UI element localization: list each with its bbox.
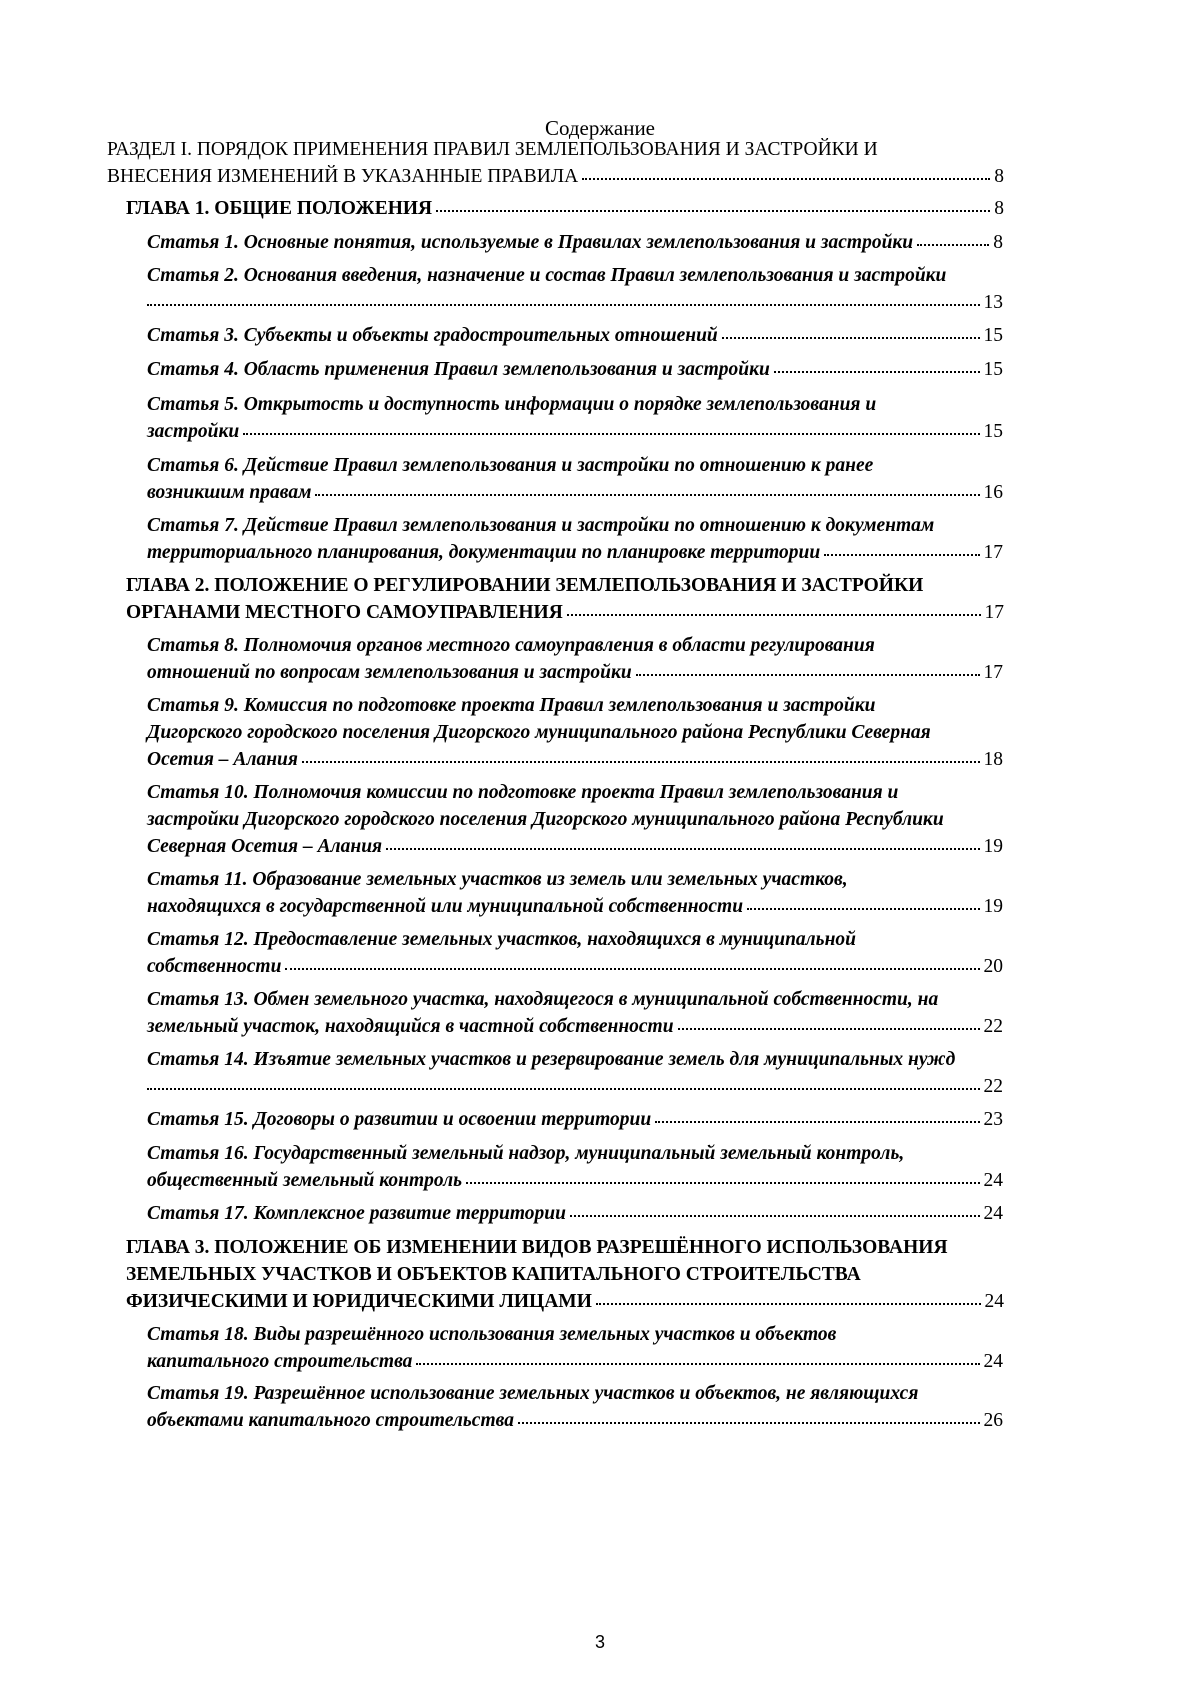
toc-entry-text: Дигорского городского поселения Дигорского муниципального района Республики Северная <box>147 722 931 743</box>
toc-entry[interactable] <box>147 1200 1003 1227</box>
toc-entry-text: Статья 8. Полномочия органов местного самоуправления в области регулирования <box>147 635 875 656</box>
toc-entry-text: Статья 13. Обмен земельного участка, находящегося в муниципальной собственности, на <box>147 989 939 1010</box>
toc-entry-page: 15 <box>983 359 1003 380</box>
toc-entry-text: Статья 6. Действие Правил землепользования и застройки по отношению к ранее <box>147 455 874 476</box>
toc-entry-page: 17 <box>983 542 1003 563</box>
toc-entry[interactable] <box>147 779 1003 860</box>
toc-entry-text: Статья 7. Действие Правил землепользования и застройки по отношению к документам <box>147 515 935 536</box>
toc-entry-page: 19 <box>983 836 1003 857</box>
toc-entry[interactable] <box>126 572 1004 626</box>
toc-entry-text: находящихся в государственной или муниципальной собственности <box>147 896 744 917</box>
toc-entry-last-line <box>147 953 1003 980</box>
dot-leader <box>567 613 981 616</box>
toc-entry-page: 15 <box>983 421 1003 442</box>
toc-entry-last-line <box>147 539 1003 566</box>
toc-entry-last-line <box>126 195 1004 222</box>
toc-entry-page: 22 <box>983 1076 1003 1097</box>
toc-entry[interactable] <box>147 1380 1003 1434</box>
dot-leader <box>436 209 990 212</box>
dot-leader <box>147 303 980 306</box>
toc-entry-text: капитального строительства <box>147 1351 413 1372</box>
toc-entry-text: ФИЗИЧЕСКИМИ И ЮРИДИЧЕСКИМИ ЛИЦАМИ <box>126 1291 592 1312</box>
toc-entry-page: 24 <box>983 1203 1003 1224</box>
toc-entry-text: Статья 12. Предоставление земельных участков, находящихся в муниципальной <box>147 929 857 950</box>
toc-entry-page: 17 <box>984 602 1004 623</box>
toc-entry-last-line <box>126 1288 1004 1315</box>
toc-entry[interactable] <box>147 356 1003 383</box>
dot-leader <box>722 336 980 339</box>
toc-entry-text: ЗЕМЕЛЬНЫХ УЧАСТКОВ И ОБЪЕКТОВ КАПИТАЛЬНОГО СТРОИТЕЛЬСТВА <box>126 1264 861 1285</box>
dot-leader <box>386 847 979 850</box>
toc-entry-text: Статья 19. Разрешённое использование земельных участков и объектов, не являющихся <box>147 1383 919 1404</box>
toc-entry-last-line <box>147 893 1003 920</box>
toc-entry[interactable] <box>147 1106 1003 1133</box>
toc-entry[interactable] <box>147 692 1003 773</box>
toc-entry-text: общественный земельный контроль <box>147 1170 463 1191</box>
toc-entry-page: 19 <box>983 896 1003 917</box>
toc-entry-last-line <box>147 1106 1003 1133</box>
dot-leader <box>302 760 980 763</box>
toc-entry[interactable] <box>147 1321 1003 1375</box>
dot-leader <box>596 1302 981 1305</box>
dot-leader <box>824 553 979 556</box>
toc-entry-last-line <box>147 1200 1003 1227</box>
toc-entry-text: ГЛАВА 1. ОБЩИЕ ПОЛОЖЕНИЯ <box>126 198 433 219</box>
toc-entry[interactable] <box>126 1234 1004 1315</box>
toc-title: Содержание <box>544 116 656 140</box>
toc-entry[interactable] <box>126 195 1004 222</box>
toc-entry-text: РАЗДЕЛ I. ПОРЯДОК ПРИМЕНЕНИЯ ПРАВИЛ ЗЕМЛЕПОЛЬЗОВАНИЯ И ЗАСТРОЙКИ И <box>107 139 878 160</box>
toc-entry-text: ГЛАВА 3. ПОЛОЖЕНИЕ ОБ ИЗМЕНЕНИИ ВИДОВ РАЗРЕШЁННОГО ИСПОЛЬЗОВАНИЯ <box>126 1237 948 1258</box>
dot-leader <box>655 1120 979 1123</box>
toc-entry[interactable] <box>147 926 1003 980</box>
toc-entry[interactable] <box>147 229 1003 256</box>
toc-entry-page: 23 <box>983 1109 1003 1130</box>
toc-entry-text: Статья 2. Основания введения, назначение и состав Правил землепользования и застройки <box>147 265 947 286</box>
toc-entry-last-line <box>147 356 1003 383</box>
toc-entry-text: Статья 1. Основные понятия, используемые в Правилах землепользования и застройки <box>147 232 914 253</box>
toc-entry-text: ГЛАВА 2. ПОЛОЖЕНИЕ О РЕГУЛИРОВАНИИ ЗЕМЛЕПОЛЬЗОВАНИЯ И ЗАСТРОЙКИ <box>126 575 924 596</box>
toc-entry[interactable] <box>147 1140 1003 1194</box>
toc-entry-page: 20 <box>983 956 1003 977</box>
toc-entry-last-line <box>147 418 1003 445</box>
toc-entry-text: ВНЕСЕНИЯ ИЗМЕНЕНИЙ В УКАЗАННЫЕ ПРАВИЛА <box>107 166 579 187</box>
toc-entry-last-line <box>147 1073 1003 1100</box>
toc-entry[interactable] <box>147 632 1003 686</box>
toc-entry-text: отношений по вопросам землепользования и застройки <box>147 662 632 683</box>
toc-entry-text: Статья 14. Изъятие земельных участков и резервирование земель для муниципальных нужд <box>147 1049 956 1070</box>
toc-entry-text: Статья 11. Образование земельных участков из земель или земельных участков, <box>147 869 848 890</box>
toc-entry[interactable] <box>147 512 1003 566</box>
toc-entry-text: Статья 5. Открытость и доступность информации о порядке землепользования и <box>147 394 877 415</box>
toc-entry-last-line <box>107 163 1004 190</box>
toc-entry-last-line <box>147 1167 1003 1194</box>
toc-entry-page: 17 <box>983 662 1003 683</box>
toc-entry[interactable] <box>147 1046 1003 1100</box>
toc-entry-text: Статья 18. Виды разрешённого использования земельных участков и объектов <box>147 1324 837 1345</box>
toc-entry-page: 8 <box>994 198 1004 219</box>
dot-leader <box>917 243 989 246</box>
toc-entry-text: Статья 16. Государственный земельный надзор, муниципальный земельный контроль, <box>147 1143 905 1164</box>
toc-entry-text: возникшим правам <box>147 482 312 503</box>
dot-leader <box>243 432 979 435</box>
toc-entry-last-line <box>147 479 1003 506</box>
dot-leader <box>315 493 979 496</box>
dot-leader <box>285 967 979 970</box>
dot-leader <box>147 1087 980 1090</box>
toc-entry-text: Осетия – Алания <box>147 749 298 770</box>
dot-leader <box>518 1421 980 1424</box>
toc-entry-last-line <box>147 659 1003 686</box>
toc-entry[interactable] <box>107 136 1004 190</box>
toc-entry-text: земельный участок, находящийся в частной собственности <box>147 1016 674 1037</box>
toc-entry-page: 24 <box>983 1351 1003 1372</box>
toc-entry[interactable] <box>147 452 1003 506</box>
toc-entry-last-line <box>147 1348 1003 1375</box>
dot-leader <box>636 673 980 676</box>
toc-entry[interactable] <box>147 986 1003 1040</box>
toc-entry-last-line <box>147 746 1003 773</box>
toc-entry-text: застройки <box>147 421 240 442</box>
toc-entry-text: объектами капитального строительства <box>147 1410 514 1431</box>
toc-entry[interactable] <box>147 866 1003 920</box>
page-number: 3 <box>594 1632 605 1652</box>
toc-entry-last-line <box>147 833 1003 860</box>
toc-entry-page: 15 <box>983 325 1003 346</box>
toc-entry-page: 22 <box>983 1016 1003 1037</box>
toc-entry-page: 8 <box>993 232 1003 253</box>
dot-leader <box>466 1181 979 1184</box>
dot-leader <box>582 177 990 180</box>
toc-entry-text: собственности <box>147 956 282 977</box>
dot-leader <box>678 1027 980 1030</box>
toc-entry-text: Статья 17. Комплексное развитие территории <box>147 1203 566 1224</box>
dot-leader <box>774 370 980 373</box>
toc-entry-page: 24 <box>983 1170 1003 1191</box>
toc-entry-last-line <box>126 599 1004 626</box>
toc-entry-last-line <box>147 1013 1003 1040</box>
toc-entry-page: 13 <box>983 292 1003 313</box>
toc-entry-last-line <box>147 1407 1003 1434</box>
toc-entry-text: Статья 3. Субъекты и объекты градостроительных отношений <box>147 325 718 346</box>
toc-entry-text: Статья 4. Область применения Правил землепользования и застройки <box>147 359 770 380</box>
toc-entry-last-line <box>147 229 1003 256</box>
toc-entry-text: Статья 15. Договоры о развитии и освоении территории <box>147 1109 652 1130</box>
toc-entry-page: 26 <box>983 1410 1003 1431</box>
toc-entry-text: Статья 10. Полномочия комиссии по подготовке проекта Правил землепользования и <box>147 782 899 803</box>
dot-leader <box>570 1214 980 1217</box>
toc-entry-page: 24 <box>984 1291 1004 1312</box>
toc-entry[interactable] <box>147 391 1003 445</box>
toc-entry-text: Северная Осетия – Алания <box>147 836 383 857</box>
toc-entry-page: 8 <box>994 166 1004 187</box>
toc-entry[interactable] <box>147 262 1003 316</box>
toc-entry-text: Статья 9. Комиссия по подготовке проекта Правил землепользования и застройки <box>147 695 876 716</box>
toc-entry-page: 16 <box>983 482 1003 503</box>
toc-entry-text: застройки Дигорского городского поселения Дигорского муниципального района Республики <box>147 809 944 830</box>
toc-entry-last-line <box>147 322 1003 349</box>
toc-entry-text: ОРГАНАМИ МЕСТНОГО САМОУПРАВЛЕНИЯ <box>126 602 563 623</box>
toc-entry-text: территориального планирования, документации по планировке территории <box>147 542 821 563</box>
dot-leader <box>747 907 979 910</box>
dot-leader <box>416 1362 979 1365</box>
toc-entry-page: 18 <box>983 749 1003 770</box>
toc-entry-last-line <box>147 289 1003 316</box>
toc-entry[interactable] <box>147 322 1003 349</box>
